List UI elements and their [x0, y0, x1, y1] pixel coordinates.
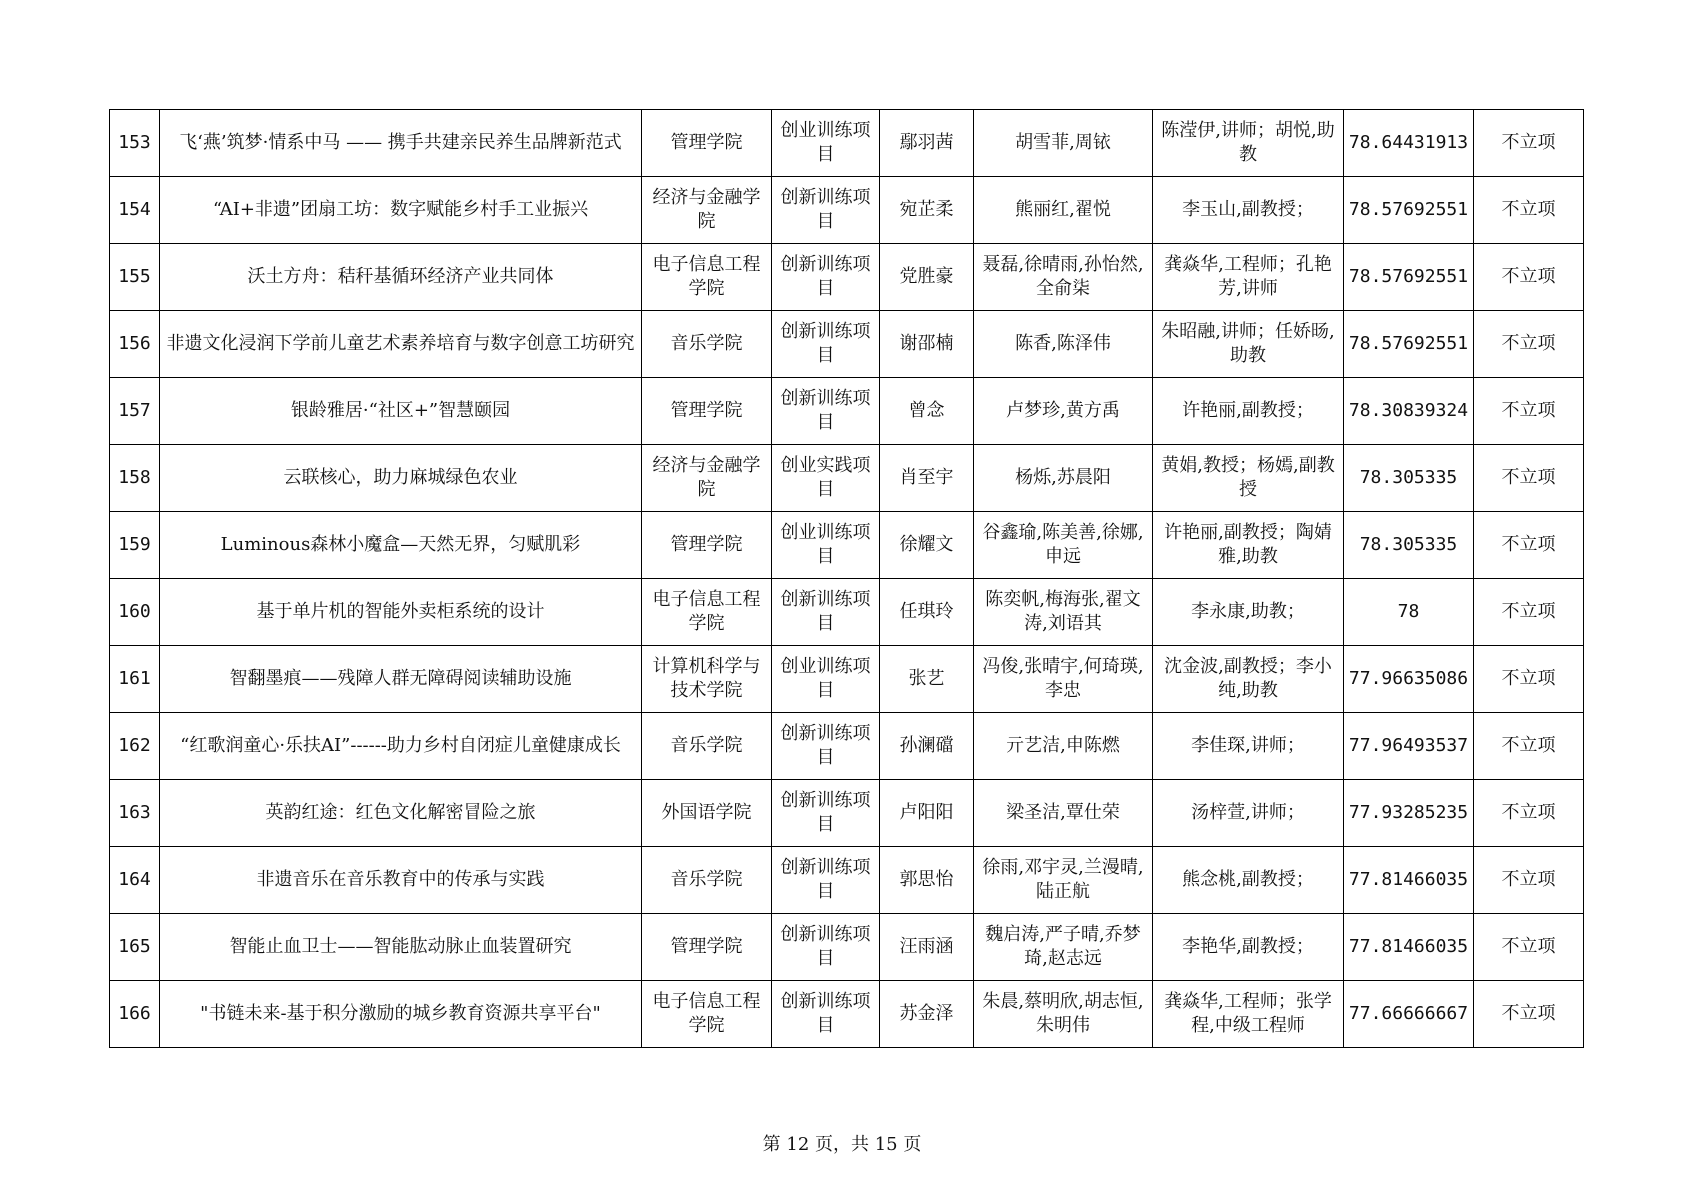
leader: 谢邵楠 [880, 311, 974, 378]
table-row [110, 445, 1584, 512]
row-number: 157 [110, 378, 160, 445]
advisors: 李艳华,副教授； [1153, 914, 1344, 981]
table-body [110, 110, 1584, 1048]
members: 卢梦珍,黄方禹 [974, 378, 1153, 445]
advisors: 汤梓萱,讲师； [1153, 780, 1344, 847]
result: 不立项 [1474, 177, 1584, 244]
score: 78 [1344, 579, 1474, 646]
project-title: 银龄雅居·“社区+”智慧颐园 [160, 378, 642, 445]
project-type: 创新训练项目 [772, 378, 880, 445]
leader: 宛芷柔 [880, 177, 974, 244]
college: 计算机科学与技术学院 [642, 646, 772, 713]
result: 不立项 [1474, 847, 1584, 914]
score: 78.305335 [1344, 445, 1474, 512]
advisors: 李佳琛,讲师； [1153, 713, 1344, 780]
leader: 肖至宇 [880, 445, 974, 512]
college: 管理学院 [642, 110, 772, 177]
project-title: 云联核心，助力麻城绿色农业 [160, 445, 642, 512]
leader: 党胜豪 [880, 244, 974, 311]
score: 77.96493537 [1344, 713, 1474, 780]
row-number: 164 [110, 847, 160, 914]
table-row [110, 981, 1584, 1048]
project-type: 创新训练项目 [772, 914, 880, 981]
score: 77.96635086 [1344, 646, 1474, 713]
project-type: 创新训练项目 [772, 981, 880, 1048]
college: 管理学院 [642, 512, 772, 579]
members: 熊丽红,翟悦 [974, 177, 1153, 244]
score: 78.57692551 [1344, 311, 1474, 378]
project-type: 创新训练项目 [772, 177, 880, 244]
project-type: 创新训练项目 [772, 713, 880, 780]
row-number: 158 [110, 445, 160, 512]
table-row [110, 646, 1584, 713]
project-type: 创新训练项目 [772, 244, 880, 311]
result: 不立项 [1474, 646, 1584, 713]
members: 聂磊,徐晴雨,孙怡然,全俞柒 [974, 244, 1153, 311]
project-type: 创新训练项目 [772, 579, 880, 646]
college: 音乐学院 [642, 713, 772, 780]
result: 不立项 [1474, 713, 1584, 780]
advisors: 李永康,助教； [1153, 579, 1344, 646]
result: 不立项 [1474, 378, 1584, 445]
score: 78.57692551 [1344, 244, 1474, 311]
result: 不立项 [1474, 311, 1584, 378]
leader: 张艺 [880, 646, 974, 713]
leader: 苏金泽 [880, 981, 974, 1048]
table-row [110, 110, 1584, 177]
project-title: 沃土方舟：秸秆基循环经济产业共同体 [160, 244, 642, 311]
table-row [110, 847, 1584, 914]
leader: 孙澜礑 [880, 713, 974, 780]
project-title: 非遗音乐在音乐教育中的传承与实践 [160, 847, 642, 914]
project-type: 创业实践项目 [772, 445, 880, 512]
project-type: 创新训练项目 [772, 780, 880, 847]
result: 不立项 [1474, 512, 1584, 579]
project-title: 飞‘燕’筑梦·情系中马 —— 携手共建亲民养生品牌新范式 [160, 110, 642, 177]
leader: 鄢羽茜 [880, 110, 974, 177]
row-number: 161 [110, 646, 160, 713]
advisors: 李玉山,副教授； [1153, 177, 1344, 244]
college: 音乐学院 [642, 847, 772, 914]
row-number: 153 [110, 110, 160, 177]
advisors: 朱昭融,讲师；任娇旸,助教 [1153, 311, 1344, 378]
table-row [110, 713, 1584, 780]
result: 不立项 [1474, 780, 1584, 847]
project-type: 创业训练项目 [772, 512, 880, 579]
members: 魏启涛,严子晴,乔梦琦,赵志远 [974, 914, 1153, 981]
table-row [110, 177, 1584, 244]
table-row [110, 579, 1584, 646]
advisors: 黄娟,教授；杨嫣,副教授 [1153, 445, 1344, 512]
table-row [110, 244, 1584, 311]
score: 78.57692551 [1344, 177, 1474, 244]
score: 78.30839324 [1344, 378, 1474, 445]
project-type: 创新训练项目 [772, 847, 880, 914]
table-row [110, 378, 1584, 445]
result: 不立项 [1474, 445, 1584, 512]
members: 陈香,陈泽伟 [974, 311, 1153, 378]
row-number: 166 [110, 981, 160, 1048]
score: 78.305335 [1344, 512, 1474, 579]
project-title: "书链未来-基于积分激励的城乡教育资源共享平台" [160, 981, 642, 1048]
page-footer: 第 12 页，共 15 页 [762, 1134, 922, 1155]
advisors: 陈滢伊,讲师；胡悦,助教 [1153, 110, 1344, 177]
result: 不立项 [1474, 244, 1584, 311]
project-title: 基于单片机的智能外卖柜系统的设计 [160, 579, 642, 646]
result: 不立项 [1474, 914, 1584, 981]
result: 不立项 [1474, 579, 1584, 646]
table-row [110, 914, 1584, 981]
advisors: 龚焱华,工程师；孔艳芳,讲师 [1153, 244, 1344, 311]
row-number: 160 [110, 579, 160, 646]
row-number: 165 [110, 914, 160, 981]
members: 陈奕帆,梅海张,翟文涛,刘语其 [974, 579, 1153, 646]
advisors: 龚焱华,工程师；张学程,中级工程师 [1153, 981, 1344, 1048]
project-table [109, 109, 1584, 1048]
advisors: 许艳丽,副教授；陶婧雅,助教 [1153, 512, 1344, 579]
advisors: 沈金波,副教授；李小纯,助教 [1153, 646, 1344, 713]
project-title: “AI+非遗”团扇工坊：数字赋能乡村手工业振兴 [160, 177, 642, 244]
table-row [110, 512, 1584, 579]
row-number: 163 [110, 780, 160, 847]
college: 外国语学院 [642, 780, 772, 847]
college: 经济与金融学院 [642, 445, 772, 512]
table-row [110, 311, 1584, 378]
college: 音乐学院 [642, 311, 772, 378]
result: 不立项 [1474, 981, 1584, 1048]
college: 管理学院 [642, 914, 772, 981]
leader: 徐耀文 [880, 512, 974, 579]
score: 77.81466035 [1344, 914, 1474, 981]
members: 胡雪菲,周铱 [974, 110, 1153, 177]
row-number: 159 [110, 512, 160, 579]
project-title: 智能止血卫士——智能肱动脉止血装置研究 [160, 914, 642, 981]
members: 冯俊,张晴宇,何琦瑛,李忠 [974, 646, 1153, 713]
college: 管理学院 [642, 378, 772, 445]
members: 朱晨,蔡明欣,胡志恒,朱明伟 [974, 981, 1153, 1048]
project-type: 创业训练项目 [772, 646, 880, 713]
project-type: 创新训练项目 [772, 311, 880, 378]
project-type: 创业训练项目 [772, 110, 880, 177]
college: 经济与金融学院 [642, 177, 772, 244]
row-number: 154 [110, 177, 160, 244]
advisors: 许艳丽,副教授； [1153, 378, 1344, 445]
members: 梁圣洁,覃仕荣 [974, 780, 1153, 847]
row-number: 162 [110, 713, 160, 780]
advisors: 熊念桃,副教授； [1153, 847, 1344, 914]
leader: 曾念 [880, 378, 974, 445]
table-row [110, 780, 1584, 847]
project-title: 英韵红途：红色文化解密冒险之旅 [160, 780, 642, 847]
members: 谷鑫瑜,陈美善,徐娜,申远 [974, 512, 1153, 579]
score: 77.66666667 [1344, 981, 1474, 1048]
row-number: 155 [110, 244, 160, 311]
project-title: 智翻墨痕——残障人群无障碍阅读辅助设施 [160, 646, 642, 713]
project-title: 非遗文化浸润下学前儿童艺术素养培育与数字创意工坊研究 [160, 311, 642, 378]
members: 徐雨,邓宇灵,兰漫晴,陆正航 [974, 847, 1153, 914]
score: 78.64431913 [1344, 110, 1474, 177]
project-title: Luminous森林小魔盒—天然无界，匀赋肌彩 [160, 512, 642, 579]
project-title: “红歌润童心·乐扶AI”------助力乡村自闭症儿童健康成长 [160, 713, 642, 780]
college: 电子信息工程学院 [642, 981, 772, 1048]
leader: 卢阳阳 [880, 780, 974, 847]
college: 电子信息工程学院 [642, 244, 772, 311]
leader: 郭思怡 [880, 847, 974, 914]
score: 77.93285235 [1344, 780, 1474, 847]
college: 电子信息工程学院 [642, 579, 772, 646]
members: 亓艺洁,申陈燃 [974, 713, 1153, 780]
leader: 任琪玲 [880, 579, 974, 646]
score: 77.81466035 [1344, 847, 1474, 914]
leader: 汪雨涵 [880, 914, 974, 981]
row-number: 156 [110, 311, 160, 378]
result: 不立项 [1474, 110, 1584, 177]
members: 杨烁,苏晨阳 [974, 445, 1153, 512]
